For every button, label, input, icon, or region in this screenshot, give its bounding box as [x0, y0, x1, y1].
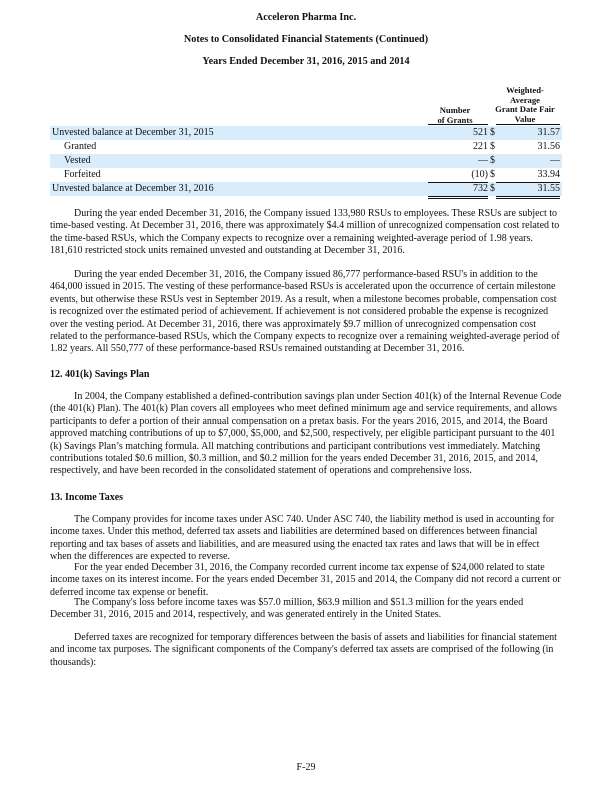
subtotal-rule — [428, 182, 488, 183]
column-header-line: Value — [514, 113, 536, 124]
column-header-line: Grant Date Fair — [495, 104, 555, 115]
subtotal-rule — [496, 182, 560, 183]
total-double-rule — [428, 196, 488, 199]
table-row — [50, 182, 562, 196]
column-header-weighted-average-value — [490, 86, 560, 124]
dollar-sign: $ — [490, 183, 495, 194]
dollar-sign: $ — [490, 155, 495, 166]
column-header-number-of-grants — [420, 106, 490, 125]
table-row — [50, 168, 562, 182]
total-double-rule — [496, 196, 560, 199]
paragraph-loss-before-taxes: The Company's loss before income taxes was $57.0 million, $63.9 million and $51.3 million for the years ended December 31, 2016, 2015 and 2014, respectively, and was generated entirely in the United States. — [50, 597, 524, 621]
dollar-sign: $ — [490, 141, 495, 152]
fair-value-cell: — — [550, 155, 560, 166]
paragraph-401k-plan: In 2004, the Company established a defined-contribution savings plan under Section 401(k) of the Internal Revenue Code (the 401(k) Plan). The 401(k) Plan covers all employees who meet defined minimum age and service requirements, and allows participants to defer a portion of their annual compensation on a pretax basis. For the years 2016, 2015, and 2014, the Board approved matching contributions of up to $7,000, $5,000, and $2,500, respectively, per eligible participant pursuant to the 401 (k) Savings Plan’s matching formula. All matching contributions and participant contributions vest immediately. Matching contributions totaled $0.6 million, $0.3 million, and $0.2 million for the years ended December 31, 2016, 2015, and 2014, respectively, and have been recorded in the consolidated statement of operations and comprehensive loss. — [50, 391, 562, 477]
number-of-grants-cell: 521 — [473, 127, 488, 138]
fair-value-cell: 31.57 — [537, 127, 560, 138]
header-rule — [496, 124, 560, 125]
column-header-line: Average — [510, 94, 540, 105]
row-label: Unvested balance at December 31, 2016 — [52, 183, 214, 194]
column-header-line: Weighted- — [506, 85, 544, 95]
page-number: F-29 — [296, 762, 316, 773]
number-of-grants-cell: — — [478, 155, 488, 166]
number-of-grants-cell: 221 — [473, 141, 488, 152]
row-label: Forfeited — [64, 169, 101, 180]
row-label: Unvested balance at December 31, 2015 — [52, 127, 214, 138]
fair-value-cell: 31.56 — [537, 141, 560, 152]
table-row — [50, 140, 562, 154]
company-name: Acceleron Pharma Inc. — [255, 12, 357, 23]
paragraph-asc-740: The Company provides for income taxes under ASC 740. Under ASC 740, the liability method is used in accounting for income taxes. Under this method, deferred tax assets and liabilities are determined based on differences between financial reporting and tax bases of assets and liabilities, and are measured using the enacted tax rates and laws that will be in effect when the differences are expected to reverse. — [50, 514, 555, 563]
row-label: Granted — [64, 141, 97, 152]
dollar-sign: $ — [490, 127, 495, 138]
number-of-grants-cell: 732 — [473, 183, 488, 194]
paragraph-deferred-taxes: Deferred taxes are recognized for temporary differences between the basis of assets and liabilities for financial statement and income tax purposes. The significant components of the Company's deferred tax assets are comprised of the following (in thousands): — [50, 632, 557, 668]
table-row — [50, 126, 562, 140]
document-subtitle: Notes to Consolidated Financial Statements (Continued) — [183, 34, 429, 45]
table-row — [50, 154, 562, 168]
paragraph-current-tax-expense: For the year ended December 31, 2016, the Company recorded current income tax expense of $24,000 related to state income taxes on its interest income. For the years ended December 31, 2015 and 2014, the Company did not record a current or deferred income tax expense or benefit. — [50, 562, 561, 598]
period-heading: Years Ended December 31, 2016, 2015 and 2014 — [202, 56, 410, 67]
header-rule — [428, 124, 488, 125]
section-heading-401k: 12. 401(k) Savings Plan — [50, 369, 150, 380]
fair-value-cell: 33.94 — [537, 169, 560, 180]
paragraph-time-based-rsus: During the year ended December 31, 2016, the Company issued 133,980 RSUs to employees. These RSUs are subject to time-based vesting. At December 31, 2016, there was approximately $4.4 million of unrecognized compensation cost related to the time-based RSUs, which the Company expects to recognize over a remaining weighted-average period of 1.98 years. 181,610 restricted stock units remained unvested and outstanding at December 31, 2016. — [50, 208, 560, 257]
row-label: Vested — [64, 155, 91, 166]
column-header-line: of Grants — [437, 114, 473, 125]
dollar-sign: $ — [490, 169, 495, 180]
number-of-grants-cell: (10) — [471, 169, 488, 180]
section-heading-income-taxes: 13. Income Taxes — [50, 492, 124, 503]
fair-value-cell: 31.55 — [537, 183, 560, 194]
column-header-line: Number — [439, 105, 471, 115]
paragraph-performance-based-rsus: During the year ended December 31, 2016, the Company issued 86,777 performance-based RSU's in addition to the 464,000 issued in 2015. The vesting of these performance-based RSUs is accelerated upon the occurrence of certain milestone events, but otherwise these RSUs vest in September 2019. As a result, when a milestone becomes probable, compensation cost is recognized over the estimated period of achievement. If achievement is not considered probable the expense is recognized over the vesting period. At December 31, 2016, there was approximately $9.7 million of unrecognized compensation cost related to the performance-based RSUs, which the Company expects to recognize over a remaining weighted-average period of 1.82 years. All 550,777 of these performance-based RSUs remained outstanding at December 31, 2016. — [50, 269, 560, 355]
